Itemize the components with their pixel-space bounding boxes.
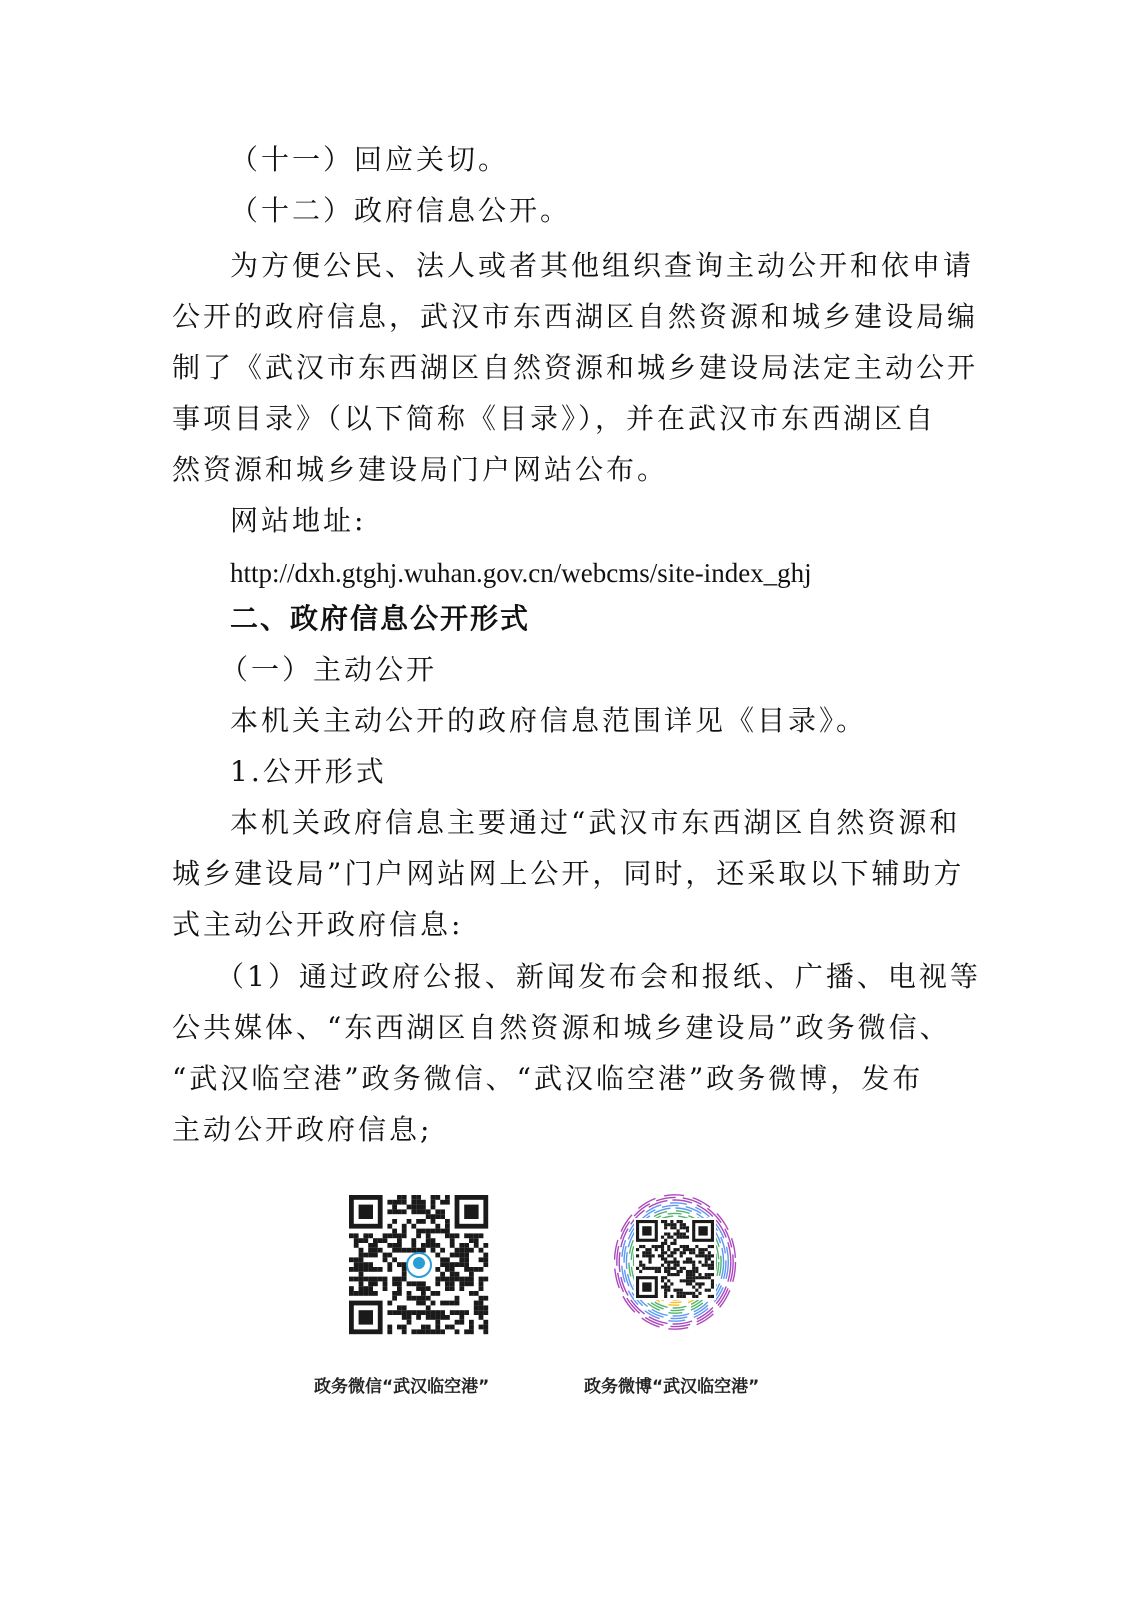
paragraph-item-11: （十一）回应关切。 <box>230 143 510 176</box>
weibo-qr-image <box>600 1180 750 1340</box>
wechat-logo-mark <box>413 1257 425 1269</box>
paragraph-line: 为方便公民、法人或者其他组织查询主动公开和依申请 <box>230 249 975 282</box>
paragraph-line: 城乡建设局”门户网站网上公开，同时，还采取以下辅助方 <box>172 857 965 890</box>
wechat-qr-image <box>346 1192 492 1338</box>
paragraph-line: 然资源和城乡建设局门户网站公布。 <box>172 453 669 486</box>
website-label: 网站地址: <box>230 504 367 537</box>
website-url: http://dxh.gtghj.wuhan.gov.cn/webcms/site-index_ghj <box>230 558 812 588</box>
paragraph-line: 主动公开政府信息; <box>172 1113 433 1146</box>
subsection-heading: （一）主动公开 <box>220 653 438 686</box>
paragraph-line: “武汉临空港”政务微信、“武汉临空港”政务微博，发布 <box>172 1062 924 1095</box>
qr-code-section <box>0 1180 1131 1440</box>
weibo-qr-code <box>600 1180 750 1340</box>
paragraph-line: 式主动公开政府信息: <box>172 908 464 941</box>
paragraph-line: 本机关政府信息主要通过“武汉市东西湖区自然资源和 <box>230 806 961 839</box>
wechat-qr-code <box>346 1192 492 1338</box>
paragraph-line: 事项目录》（以下简称《目录》），并在武汉市东西湖区自 <box>172 402 937 435</box>
paragraph-item-12: （十二）政府信息公开。 <box>230 194 572 227</box>
wechat-qr-caption: 政务微信“武汉临空港” <box>314 1377 490 1397</box>
paragraph-line: 本机关主动公开的政府信息范围详见《目录》。 <box>230 704 868 737</box>
paragraph-line: 制了《武汉市东西湖区自然资源和城乡建设局法定主动公开 <box>172 351 979 384</box>
subsection-heading: 1.公开形式 <box>230 755 387 788</box>
paragraph-line: 公共媒体、“东西湖区自然资源和城乡建设局”政务微信、 <box>172 1011 951 1044</box>
weibo-qr-caption: 政务微博“武汉临空港” <box>584 1377 760 1397</box>
paragraph-line: （1）通过政府公报、新闻发布会和报纸、广播、电视等 <box>216 960 981 993</box>
paragraph-line: 公开的政府信息，武汉市东西湖区自然资源和城乡建设局编 <box>172 300 979 333</box>
section-heading: 二、政府信息公开形式 <box>230 602 531 635</box>
